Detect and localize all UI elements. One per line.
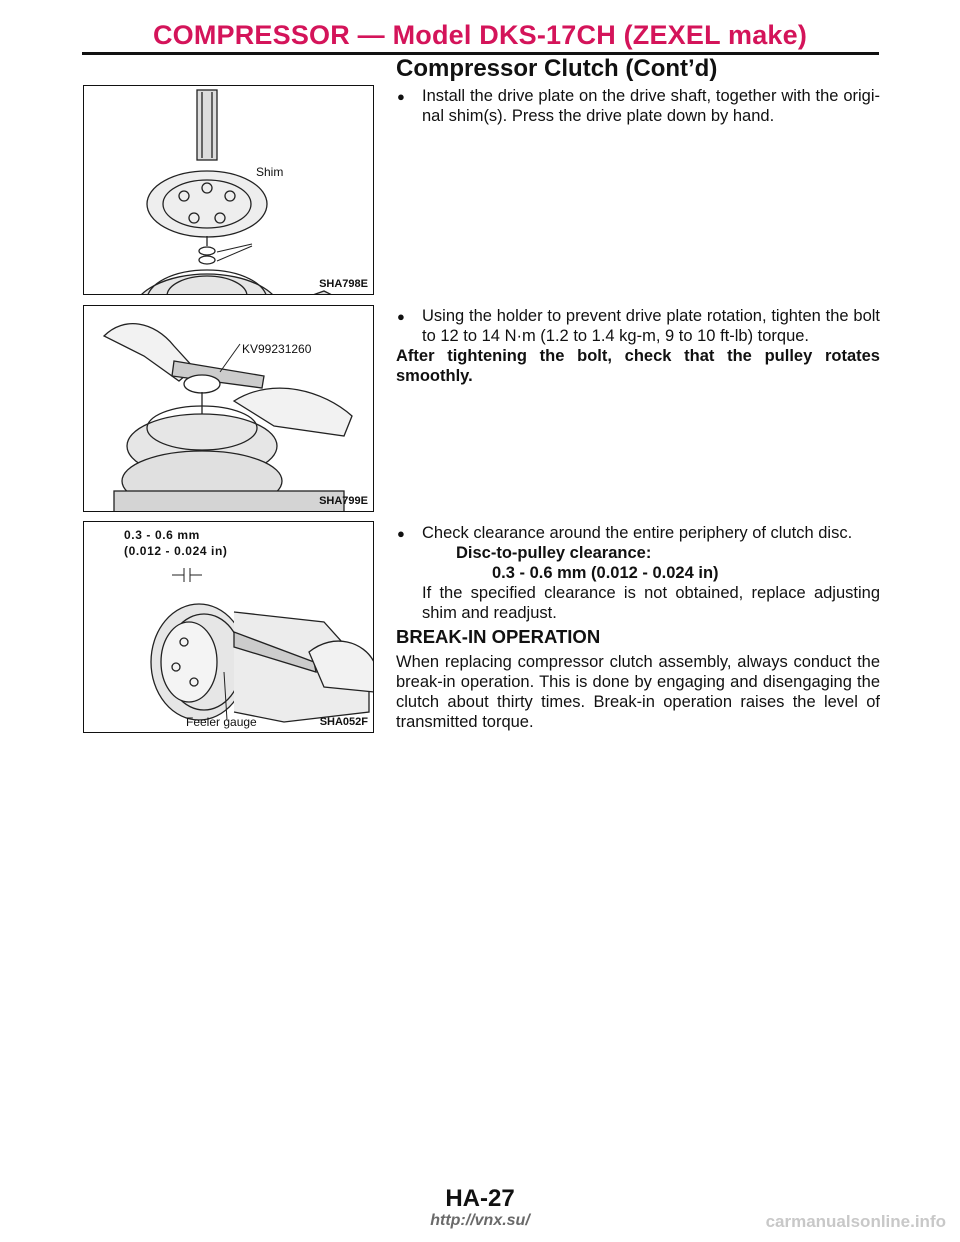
spec-value: 0.3 - 0.6 mm (0.012 - 0.024 in) bbox=[492, 564, 719, 582]
section-title: Compressor Clutch (Cont’d) bbox=[396, 55, 718, 82]
figure-clearance-check bbox=[83, 521, 374, 733]
step-text: Check clearance around the entire periphery of clutch disc. bbox=[422, 524, 853, 542]
clearance-mm-callout: 0.3 - 0.6 mm bbox=[124, 528, 200, 542]
drive-plate-illustration bbox=[84, 86, 374, 295]
step-install-drive-plate bbox=[396, 86, 880, 126]
step-note: After tightening the bolt, check that the pulley rotates smoothly. bbox=[396, 347, 880, 385]
break-in-heading: BREAK-IN OPERATION bbox=[396, 626, 601, 647]
step-check-clearance bbox=[396, 523, 880, 623]
figure-code: SHA798E bbox=[319, 278, 368, 290]
spec-label: Disc-to-pulley clearance: bbox=[456, 544, 652, 562]
step-followup: If the specified clearance is not obtained, replace adjusting shim and readjust. bbox=[422, 584, 880, 622]
bullet-icon: ● bbox=[397, 309, 405, 324]
bullet-icon: ● bbox=[397, 526, 405, 541]
step-text: Install the drive plate on the drive shaft, together with the origi-nal shim(s). Press the drive plate down by hand. bbox=[422, 87, 880, 125]
figure-drive-plate-install bbox=[83, 85, 374, 295]
tool-number-callout: KV99231260 bbox=[242, 342, 312, 356]
figure-code: SHA799E bbox=[319, 495, 368, 507]
running-header-title: COMPRESSOR — Model DKS-17CH (ZEXEL make) bbox=[152, 20, 808, 50]
footer-url-link[interactable]: http://vnx.su/ bbox=[430, 1212, 530, 1229]
figure-holder-torque bbox=[83, 305, 374, 512]
holder-torque-illustration bbox=[84, 306, 374, 512]
feeler-gauge-callout: Feeler gauge bbox=[186, 715, 257, 729]
step-text: Using the holder to prevent drive plate rotation, tighten the bolt to 12 to 14 N·m (1.2 to 1.4 kg-m, 9 to 10 ft-lb) torque. bbox=[422, 307, 880, 345]
step-tighten-bolt bbox=[396, 306, 880, 386]
figure-code: SHA052F bbox=[319, 716, 368, 728]
page-number: HA-27 bbox=[445, 1185, 515, 1212]
clearance-in-callout: (0.012 - 0.024 in) bbox=[124, 544, 228, 558]
watermark: carmanualsonline.info bbox=[765, 1212, 946, 1231]
shim-callout: Shim bbox=[256, 165, 284, 179]
bullet-icon: ● bbox=[397, 89, 405, 104]
break-in-body: When replacing compressor clutch assembly, always conduct the break-in operation. This is done by engaging and disengaging the clutch about thirty times. Break-in operation raises the level of transmitted torque. bbox=[396, 653, 880, 731]
